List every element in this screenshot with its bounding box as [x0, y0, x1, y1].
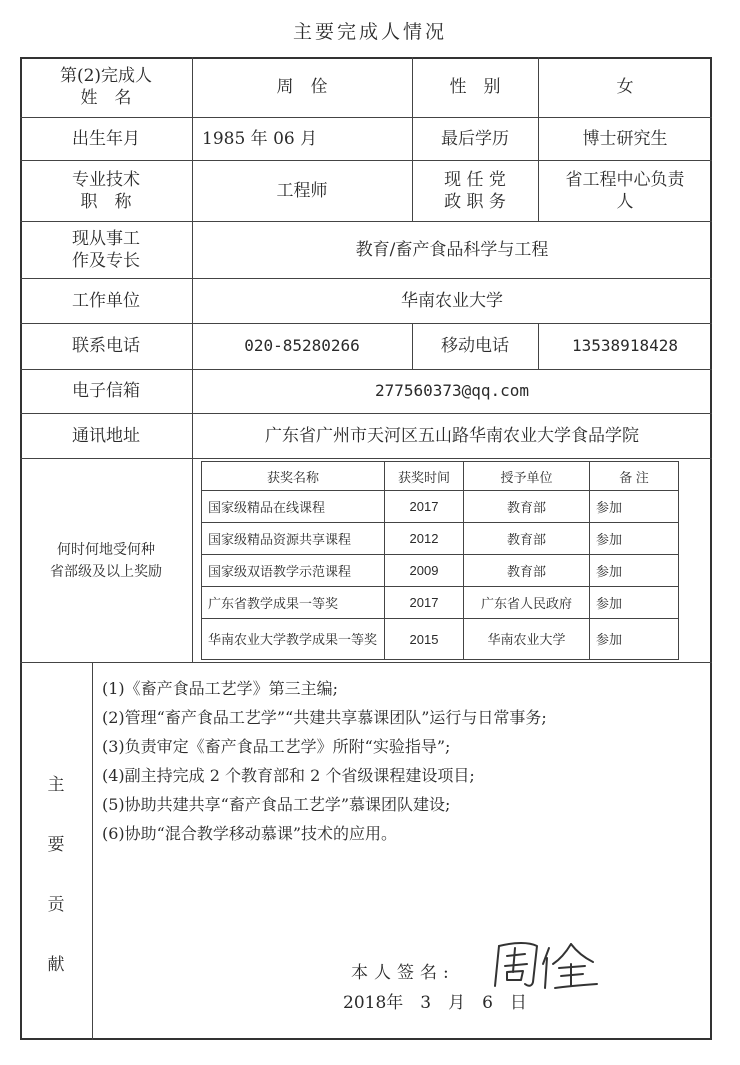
award-year: 2015	[385, 619, 464, 660]
table-row	[202, 523, 679, 555]
email-label: 电子信箱	[72, 381, 140, 401]
award-note: 参加	[590, 619, 679, 660]
gender-label: 性 别	[449, 77, 501, 97]
award-note: 参加	[590, 491, 679, 523]
list-item: (2)管理“畜产食品工艺学”“共建共享慕课团队”运行与日常事务;	[102, 708, 547, 727]
list-item: (4)副主持完成 2 个教育部和 2 个省级课程建设项目;	[102, 766, 475, 785]
award-name: 广东省教学成果一等奖	[202, 587, 385, 619]
award-name: 华南农业大学教学成果一等奖	[202, 619, 385, 660]
awards-header-row	[202, 462, 679, 491]
award-org: 教育部	[464, 555, 590, 587]
award-org: 广东省人民政府	[464, 587, 590, 619]
awards-header-name: 获奖名称	[202, 462, 385, 491]
work-unit-label: 工作单位	[72, 290, 140, 311]
contribution-label-char: 贡	[47, 895, 65, 915]
award-note: 参加	[590, 587, 679, 619]
party-position-label: 现 任 党 政 职 务	[444, 169, 506, 212]
award-org: 教育部	[464, 491, 590, 523]
handwritten-signature	[485, 934, 605, 994]
education-label: 最后学历	[441, 128, 509, 149]
award-year: 2009	[385, 555, 464, 587]
contribution-label-char: 主	[47, 775, 65, 795]
email-value: 277560373@qq.com	[374, 381, 530, 400]
gender-value: 女	[616, 77, 634, 97]
signature-date: 2018年 3 月 6 日	[343, 993, 527, 1013]
table-row	[202, 555, 679, 587]
work-field-value: 教育/畜产食品科学与工程	[355, 239, 549, 260]
award-name: 国家级双语教学示范课程	[202, 555, 385, 587]
work-unit-value: 华南农业大学	[401, 290, 503, 311]
party-position-value: 省工程中心负责 人	[565, 169, 685, 212]
award-org: 华南农业大学	[464, 619, 590, 660]
phone-value: 020-85280266	[244, 336, 360, 355]
professional-title-value: 工程师	[276, 180, 328, 201]
table-row	[202, 587, 679, 619]
name-value: 周 佺	[276, 77, 328, 97]
contribution-label-char: 要	[47, 835, 65, 855]
awards-table	[201, 461, 679, 660]
signature-label: 本人签名:	[351, 963, 455, 983]
mobile-value: 13538918428	[572, 336, 678, 355]
table-row	[202, 491, 679, 523]
contribution-label	[20, 755, 92, 995]
list-item: (5)协助共建共享“畜产食品工艺学”慕课团队建设;	[102, 795, 451, 814]
name-label: 第(2)完成人 姓 名	[59, 66, 153, 108]
work-field-label: 现从事工 作及专长	[72, 228, 140, 271]
col-divider	[92, 662, 93, 1040]
address-value: 广东省广州市天河区五山路华南农业大学食品学院	[265, 425, 639, 446]
contribution-label-char: 献	[47, 955, 65, 975]
phone-label: 联系电话	[72, 336, 140, 356]
birth-label: 出生年月	[72, 128, 140, 149]
award-name: 国家级精品资源共享课程	[202, 523, 385, 555]
award-name: 国家级精品在线课程	[202, 491, 385, 523]
awards-header-org: 授予单位	[464, 462, 590, 491]
birth-value: 1985 年 06 月	[202, 128, 318, 149]
professional-title-label: 专业技术 职 称	[72, 169, 140, 212]
row-divider	[20, 662, 712, 663]
award-year: 2012	[385, 523, 464, 555]
award-note: 参加	[590, 523, 679, 555]
table-row	[202, 619, 679, 660]
list-item: (1)《畜产食品工艺学》第三主编;	[102, 679, 339, 698]
list-item: (6)协助“混合教学移动慕课”技术的应用。	[102, 824, 398, 843]
award-year: 2017	[385, 587, 464, 619]
education-value: 博士研究生	[582, 128, 668, 149]
award-note: 参加	[590, 555, 679, 587]
award-org: 教育部	[464, 523, 590, 555]
list-item: (3)负责审定《畜产食品工艺学》所附“实验指导”;	[102, 737, 451, 756]
mobile-label: 移动电话	[441, 336, 509, 356]
award-year: 2017	[385, 491, 464, 523]
page-title: 主要完成人情况	[292, 21, 447, 43]
awards-header-note: 备 注	[590, 462, 679, 491]
awards-label: 何时何地受何种 省部级及以上奖励	[50, 541, 162, 579]
awards-header-year: 获奖时间	[385, 462, 464, 491]
contribution-list	[102, 674, 702, 848]
address-label: 通讯地址	[72, 425, 140, 446]
